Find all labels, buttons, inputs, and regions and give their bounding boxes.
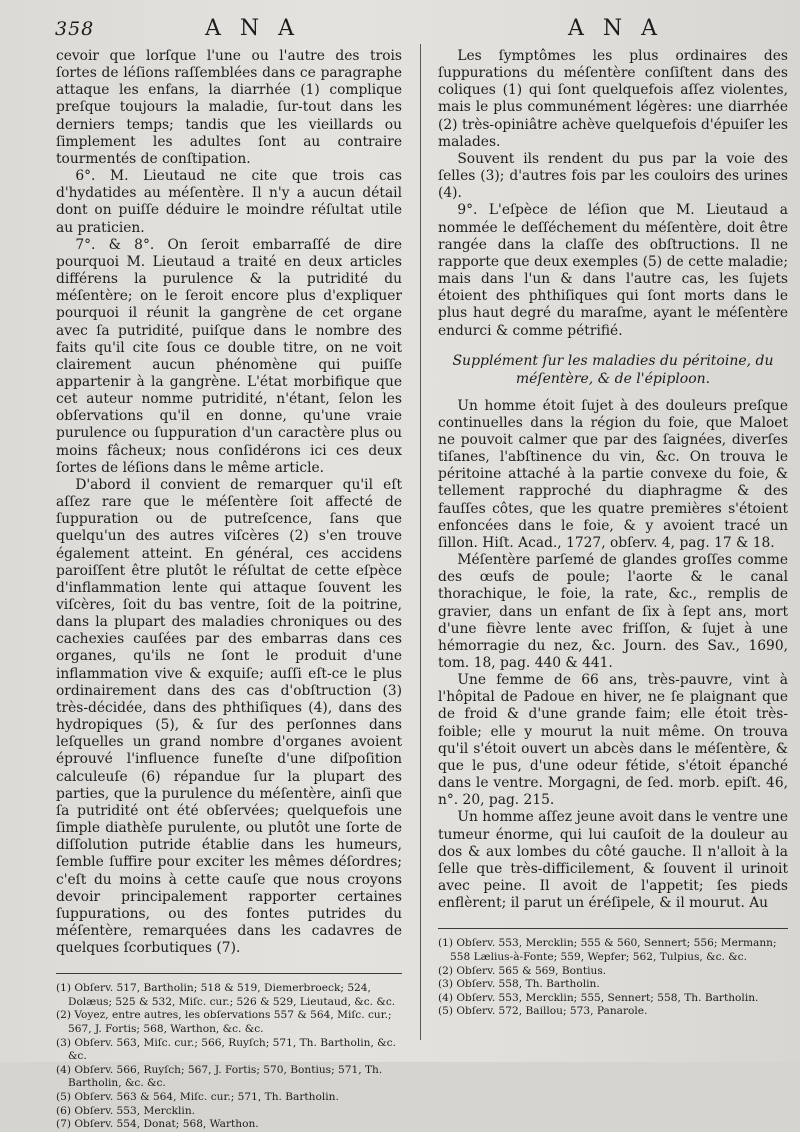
column-divider: [420, 44, 421, 1040]
running-head-left: A N A: [205, 16, 301, 41]
footnote: (2) Obſerv. 565 & 569, Bontius.: [438, 964, 607, 977]
paragraph: Un homme aſſez jeune avoit dans le ventre une tumeur énorme, qui lui cauſoit de la douleur au dos & aux lombes du côté gauche. Il n'alloit à la ſelle que très-difficilement, & ſouvent il urinoit avec peine. Il avoit de l'appetit; ſes pieds enflèrent; il parut un éréſipele, & il mourut. Au: [438, 809, 788, 912]
footnote-rule: [56, 973, 402, 974]
footnote: (2) Voyez, entre autres, les obſervations 557 & 564, Miſc. cur.; 567, J. Fortis; 568, Warthon, &c. &c.: [56, 1009, 392, 1036]
footnote: (5) Obſerv. 572, Baillou; 573, Panarole.: [438, 1005, 648, 1018]
footnote: (6) Obſerv. 553, Mercklin.: [56, 1104, 196, 1117]
footnote: (1) Obſerv. 553, Mercklin; 555 & 560, Sennert; 556; Mermann; 558 Lælius-à-Fonte; 559, Wepfer; 562, Tulpius, &c. &c.: [438, 937, 777, 963]
right-column: [438, 48, 788, 1019]
footnote: (5) Obſerv. 563 & 564, Miſc. cur.; 571, Th. Bartholin.: [56, 1091, 339, 1104]
footnote-rule: [438, 928, 788, 929]
page-number: 358: [55, 18, 95, 40]
paragraph: Les ſymptômes les plus ordinaires des ſuppurations du méſentère conſiſtent dans des coliques (1) qui ſont quelquefois aſſez violentes, mais le plus communément légères: une diarrhée (2) très-opiniâtre achève quelquefois d'épuiſer les malades.: [438, 48, 788, 150]
footnotes: [56, 982, 402, 1132]
footnote: (3) Obſerv. 563, Miſc. cur.; 566, Ruyſch; 571, Th. Bartholin, &c. &c.: [56, 1036, 396, 1063]
section-title: Supplément ſur les maladies du péritoine, du méſentère, & de l'épiploon.: [452, 352, 774, 387]
paragraph: Une femme de 66 ans, très-pauvre, vint à l'hôpital de Padoue en hiver, ne ſe plaignant que de froid & d'une grande faim; elle étoit très-foible; elle y mourut la nuit même. On trouva qu'il s'étoit ouvert un abcès dans le méſentère, & que le pus, d'une odeur fétide, s'étoit épanché dans le ventre. Morgagni, de ſed. morb. epiſt. 46, n°. 20, pag. 215.: [438, 672, 788, 809]
paragraph: Souvent ils rendent du pus par la voie des ſelles (3); d'autres fois par les couloirs des urines (4).: [438, 150, 788, 202]
paragraph: 6°. M. Lieutaud ne cite que trois cas d'hydatides au méſentère. Il n'y a aucun détail dont on puiſſe déduire le moindre réſultat utile au praticien.: [56, 168, 402, 236]
paragraph: D'abord il convient de remarquer qu'il eſt aſſez rare que le méſentère ſoit affecté de ſuppuration ou de putreſcence, ſans que quelqu'un des autres viſcères (2) s'en trouve également atteint. En général, ces accidens paroiſſent être plutôt le réſultat de cette eſpèce d'inflammation lente qui attaque ſouvent les viſcères, ſoit du bas ventre, ſoit de la poitrine, dans la plupart des maladies chroniques ou des cachexies cauſées par des embarras dans ces organes, qu'ils ne ſont le produit d'une inflammation vive & exquiſe; auſſi eſt-ce le plus ordinairement dans des cas d'obſtruction (3) très-décidée, dans des phthiſiques (4), dans des hydropiques (5), & ſur des perſonnes dans leſquelles un grand nombre d'organes avoient éprouvé l'influence funeſte d'une diſpoſition calculeuſe (6) répandue ſur la plupart des parties, que la purulence du méſentère, ainſi que ſa putridité ont été obſervées; quelquefois une ſimple diathèſe purulente, ou plutôt une ſorte de diſſolution putride établie dans les humeurs, ſemble ſuffire pour exciter les mêmes déſordres; c'eſt du moins à cette cauſe que nous croyons devoir principalement rapporter certaines ſuppurations, ou des fontes putrides du méſentère, remarquées dans les cadavres de quelques ſcorbutiques (7).: [56, 476, 402, 957]
footnote: (4) Obſerv. 553, Mercklin; 555, Sennert; 558, Th. Bartholin.: [438, 991, 759, 1004]
paragraph: 7°. & 8°. On ſeroit embarraſſé de dire pourquoi M. Lieutaud a traité en deux articles différens la purulence & la putridité du méſentère; on le ſeroit encore plus d'expliquer pourquoi il réunit la gangrène de cet organe avec ſa putridité, puiſque dans le nombre des faits qu'il cite ſous ce double titre, on ne voit clairement aucun phénomène qui puiſſe appartenir à la gangrène. L'état morbifique que cet auteur nomme putridité, n'étant, ſelon les obſervations qu'il en donne, qu'une vraie purulence ou ſuppuration d'un caractère plus ou moins fâcheux; nous conſidérons ici ces deux ſortes de léſions dans le même article.: [56, 236, 402, 476]
footnotes: [438, 937, 788, 1019]
left-column: [56, 48, 402, 1132]
paragraph: Méſentère parſemé de glandes groſſes comme des œufs de poule; l'aorte & le canal thorachique, le foie, la rate, &c., remplis de gravier, dans un enfant de ſix à ſept ans, mort d'une fièvre lente avec friſſon, & ſujet à une hémorragie du nez, &c. Journ. des Sav., 1690, tom. 18, pag. 440 & 441.: [438, 552, 788, 671]
paragraph: cevoir que lorſque l'une ou l'autre des trois ſortes de léſions raſſemblées dans ce paragraphe attaque les enfans, la diarrhée (1) complique preſque toujours la maladie, ſur-tout dans les derniers temps; tandis que les vieillards ou ſimplement les adultes ſont au contraire tourmentés de conſtipation.: [56, 48, 402, 167]
page-header: [0, 12, 800, 40]
footnote: (1) Obſerv. 517, Bartholin; 518 & 519, Diemerbroeck; 524, Dolæus; 525 & 532, Miſc. cur.; 526 & 529, Lieutaud, &c. &c.: [56, 982, 396, 1008]
footnote: (7) Obſerv. 554, Donat; 568, Warthon.: [56, 1118, 259, 1131]
footnote: (3) Obſerv. 558, Th. Bartholin.: [438, 978, 600, 991]
running-head-right: A N A: [568, 16, 664, 41]
paragraph: 9°. L'eſpèce de léſion que M. Lieutaud a nommée le deſſéchement du méſentère, doit être rangée dans la claſſe des obſtructions. Il ne rapporte que deux exemples (5) de cette maladie; mais dans l'un & dans l'autre cas, les ſujets étoient des phthiſiques qui ſont morts dans le plus haut degré du maraſme, ayant le méſentère endurci & comme pétrifié.: [438, 202, 788, 339]
paragraph: Un homme étoit ſujet à des douleurs preſque continuelles dans la région du foie, que Maloet ne pouvoit calmer que par des ſaignées, diverſes tiſanes, l'abſtinence du vin, &c. On trouva le péritoine attaché à la partie convexe du foie, & tellement rapproché du diaphragme & des fauſſes côtes, que les quatre premières s'étoient enfoncées dans le foie, & y avoient tracé un ſillon. Hiſt. Acad., 1727, obſerv. 4, pag. 17 & 18.: [438, 397, 788, 551]
footnote: (4) Obſerv. 566, Ruyſch; 567, J. Fortis; 570, Bontius; 571, Th. Bartholin, &c. &c.: [56, 1063, 383, 1090]
